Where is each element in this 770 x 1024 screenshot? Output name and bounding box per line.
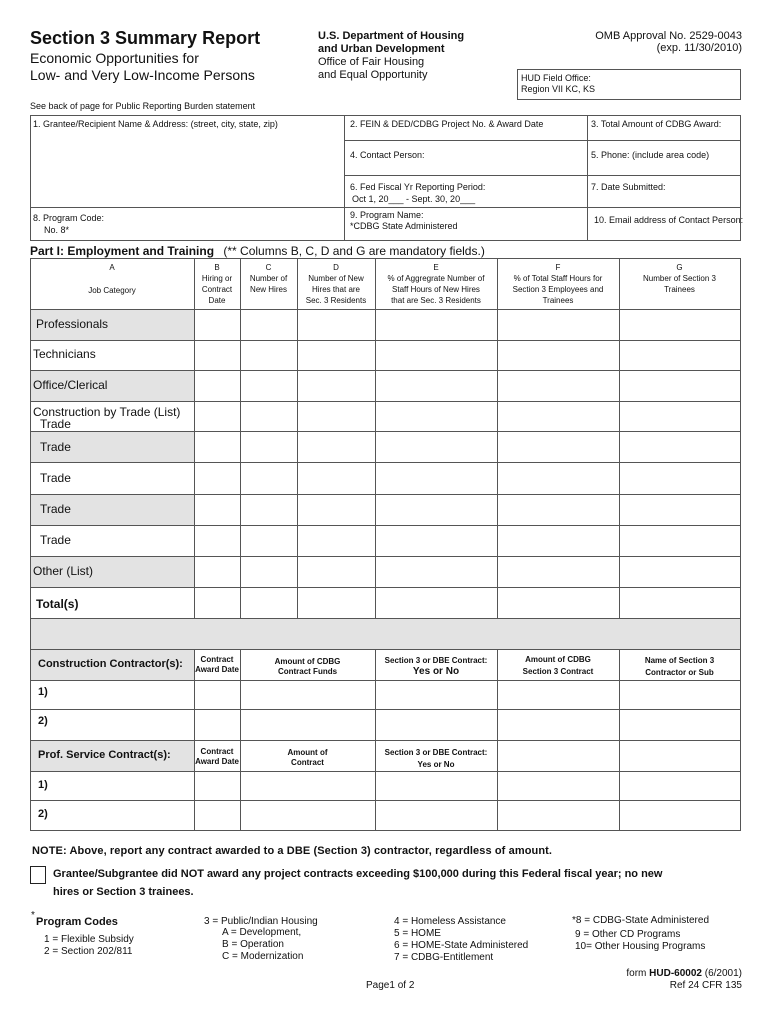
- row-trade-1: Trade: [40, 440, 71, 454]
- prof-award-date-header: Contract Award Date: [195, 747, 239, 766]
- construction-row-2: 2): [38, 715, 48, 727]
- field-6-period: Oct 1, 20___ - Sept. 30, 20___: [352, 194, 476, 204]
- code-4: 4 = Homeless Assistance: [394, 916, 506, 927]
- dept-line-4: and Equal Opportunity: [318, 69, 428, 81]
- code-1: 1 = Flexible Subsidy: [44, 934, 134, 945]
- prof-row-2: 2): [38, 808, 48, 820]
- dept-line-1: U.S. Department of Housing: [318, 30, 465, 42]
- page-number: Page1 of 2: [366, 980, 415, 991]
- report-subtitle-2: Low- and Very Low-Income Persons: [30, 67, 255, 83]
- row-totals: Total(s): [36, 597, 79, 611]
- fields-divider-1: [344, 115, 345, 240]
- hud-field-office-value: Region VII KC, KS: [521, 84, 596, 94]
- construction-award-date-header: Contract Award Date: [195, 655, 239, 674]
- row-trade-2: Trade: [40, 471, 71, 485]
- code-7: 7 = CDBG-Entitlement: [394, 952, 494, 963]
- report-title: Section 3 Summary Report: [30, 28, 261, 48]
- row-construction-by-trade: Construction by Trade (List): [33, 405, 181, 419]
- construction-sec3-header: Section 3 or DBE Contract: Yes or No: [384, 656, 488, 677]
- code-9: 9 = Other CD Programs: [575, 929, 681, 940]
- hud-field-office-box[interactable]: [517, 69, 741, 100]
- report-subtitle-1: Economic Opportunities for: [30, 50, 199, 66]
- construction-contractors-label: Construction Contractor(s):: [38, 658, 183, 670]
- field-9-program-name[interactable]: 9. Program Name:: [350, 210, 424, 220]
- dbe-note: NOTE: Above, report any contract awarded to a DBE (Section 3) contractor, regardless of amount.: [32, 845, 553, 857]
- col-f-header: F % of Total Staff Hours for Section 3 Employees and Trainees: [512, 263, 604, 305]
- no-contracts-checkbox[interactable]: [30, 866, 46, 884]
- field-2-fein[interactable]: 2. FEIN & DED/CDBG Project No. & Award Date: [350, 119, 544, 129]
- construction-row-1: 1): [38, 686, 48, 698]
- program-codes-star: *: [31, 910, 35, 921]
- no-contracts-text-1: Grantee/Subgrantee did NOT award any project contracts exceeding $100,000 during this Federal fiscal year; no new: [53, 868, 663, 880]
- field-8-program-code[interactable]: 8. Program Code:: [33, 213, 105, 223]
- col-d-header: D Number of New Hires that are Sec. 3 Residents: [305, 263, 367, 305]
- burden-note: See back of page for Public Reporting Burden statement: [30, 101, 256, 111]
- fields-bottom-border: [30, 240, 741, 241]
- construction-contractor-name-header: Name of Section 3 Contractor or Sub: [644, 656, 715, 677]
- field-1-grantee-name[interactable]: 1. Grantee/Recipient Name & Address: (street, city, state, zip): [33, 119, 278, 129]
- form-reference: Ref 24 CFR 135: [669, 980, 742, 991]
- row-technicians: Technicians: [33, 347, 96, 361]
- prof-row-1: 1): [38, 779, 48, 791]
- form-number: form HUD-60002 (6/2001): [626, 968, 742, 979]
- field-6-fiscal-year[interactable]: 6. Fed Fiscal Yr Reporting Period:: [350, 182, 486, 192]
- code-3a: A = Development,: [222, 927, 302, 938]
- program-codes-heading: Program Codes: [36, 916, 118, 928]
- omb-approval: OMB Approval No. 2529-0043: [595, 30, 742, 42]
- field-10-email[interactable]: 10. Email address of Contact Person:: [594, 215, 744, 225]
- dept-line-3: Office of Fair Housing: [318, 56, 425, 68]
- part1-heading: [30, 244, 485, 258]
- code-10: 10= Other Housing Programs: [575, 941, 706, 952]
- col-c-header: C Number of New Hires: [249, 263, 288, 294]
- fields-top-border: [30, 115, 741, 116]
- dept-line-2: and Urban Development: [318, 43, 445, 55]
- row-trade-4: Trade: [40, 533, 71, 547]
- construction-sec3-amount-header: Amount of CDBG Section 3 Contract: [522, 655, 594, 676]
- hud-field-office-label: HUD Field Office:: [521, 73, 591, 83]
- field-4-contact-person[interactable]: 4. Contact Person:: [350, 150, 425, 160]
- field-7-date-submitted[interactable]: 7. Date Submitted:: [591, 182, 666, 192]
- prof-service-contracts-label: Prof. Service Contract(s):: [38, 749, 171, 761]
- part1-note: (** Columns B, C, D and G are mandatory fields.): [223, 244, 485, 258]
- code-3b: B = Operation: [222, 939, 284, 950]
- code-3c: C = Modernization: [222, 951, 304, 962]
- col-a-header: A Job Category: [88, 263, 136, 295]
- row-construction-sub-trade: Trade: [40, 417, 71, 431]
- col-b-header: B Hiring or Contract Date: [201, 263, 233, 305]
- construction-amount-header: Amount of CDBG Contract Funds: [274, 657, 341, 676]
- part1-title: Part I: Employment and Training: [30, 244, 215, 258]
- field-8-value: No. 8*: [44, 225, 70, 235]
- code-2: 2 = Section 202/811: [44, 946, 133, 957]
- row-trade-3: Trade: [40, 502, 71, 516]
- col-g-header: G Number of Section 3 Trainees: [643, 263, 716, 294]
- code-6: 6 = HOME-State Administered: [394, 940, 529, 951]
- row-office-clerical: Office/Clerical: [33, 378, 108, 392]
- field-9-value: *CDBG State Administered: [350, 221, 458, 231]
- code-5: 5 = HOME: [394, 928, 441, 939]
- fields-divider-2: [587, 115, 588, 240]
- field-3-total-award[interactable]: 3. Total Amount of CDBG Award:: [591, 119, 722, 129]
- row-professionals: Professionals: [36, 317, 109, 331]
- code-3: 3 = Public/Indian Housing: [204, 916, 318, 927]
- field-5-phone[interactable]: 5. Phone: (include area code): [591, 150, 710, 160]
- col-e-header: E % of Aggregrate Number of Staff Hours of New Hires that are Sec. 3 Residents: [387, 263, 485, 305]
- code-8: *8 = CDBG-State Administered: [572, 915, 710, 926]
- no-contracts-text-2: hires or Section 3 trainees.: [53, 886, 194, 898]
- row-other: Other (List): [33, 564, 94, 578]
- omb-expiration: (exp. 11/30/2010): [656, 42, 742, 54]
- prof-amount-header: Amount of Contract: [287, 748, 328, 767]
- prof-sec3-header: Section 3 or DBE Contract: Yes or No: [384, 748, 488, 769]
